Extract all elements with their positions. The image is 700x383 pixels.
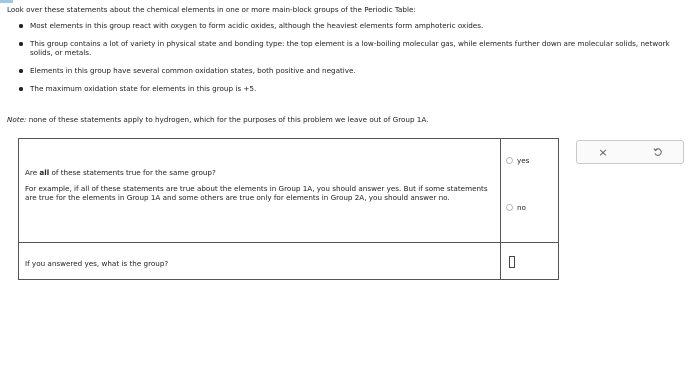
radio-no[interactable] (506, 203, 526, 212)
question-row-which-group (19, 243, 558, 279)
intro-text: Look over these statements about the chemical elements in one or more main-block groups of the Periodic Table: (7, 5, 416, 14)
answer-cell (501, 243, 558, 279)
answer-tools-panel (576, 140, 684, 164)
top-accent-bar (0, 0, 13, 3)
question-same-group (25, 168, 216, 177)
statement-item: The maximum oxidation state for elements in this group is +5. (18, 84, 678, 93)
note-text (7, 115, 428, 124)
close-icon[interactable]: × (598, 145, 608, 159)
note-label: Note: (7, 115, 27, 124)
statement-item: Elements in this group have several common oxidation states, both positive and negative. (18, 66, 678, 75)
question-cell (19, 139, 501, 242)
statement-item: Most elements in this group react with oxygen to form acidic oxides, although the heaviest elements form amphoteric oxides. (18, 21, 678, 30)
question-which-group: If you answered yes, what is the group? (25, 259, 169, 268)
question-prefix: Are (25, 168, 40, 177)
radio-circle[interactable] (506, 204, 513, 211)
question-row-same-group (19, 139, 558, 243)
note-body: none of these statements apply to hydrogen, which for the purposes of this problem we leave out of Group 1A. (26, 115, 429, 124)
question-suffix: of these statements true for the same group? (49, 168, 216, 177)
group-answer-input[interactable] (509, 256, 515, 268)
statement-list (18, 21, 678, 102)
radio-no-label: no (517, 203, 526, 212)
question-bold-word: all (39, 168, 50, 177)
question-cell (19, 243, 501, 279)
radio-circle[interactable] (506, 157, 513, 164)
question-explanation: For example, if all of these statements are true about the elements in Group 1A, you should answer yes. But if some statements are true for the elements in Group 1A and some others are true only for elements in Group 2A, you should answer no. (25, 184, 488, 202)
radio-yes-label: yes (517, 156, 530, 165)
statement-item: This group contains a lot of variety in physical state and bonding type: the top element is a low-boiling molecular gas, while elements further down are molecular solids, network solids, or metals. (18, 39, 678, 58)
answer-cell (501, 139, 558, 242)
radio-yes[interactable] (506, 156, 529, 165)
question-table (18, 138, 559, 280)
undo-icon[interactable] (650, 144, 666, 160)
